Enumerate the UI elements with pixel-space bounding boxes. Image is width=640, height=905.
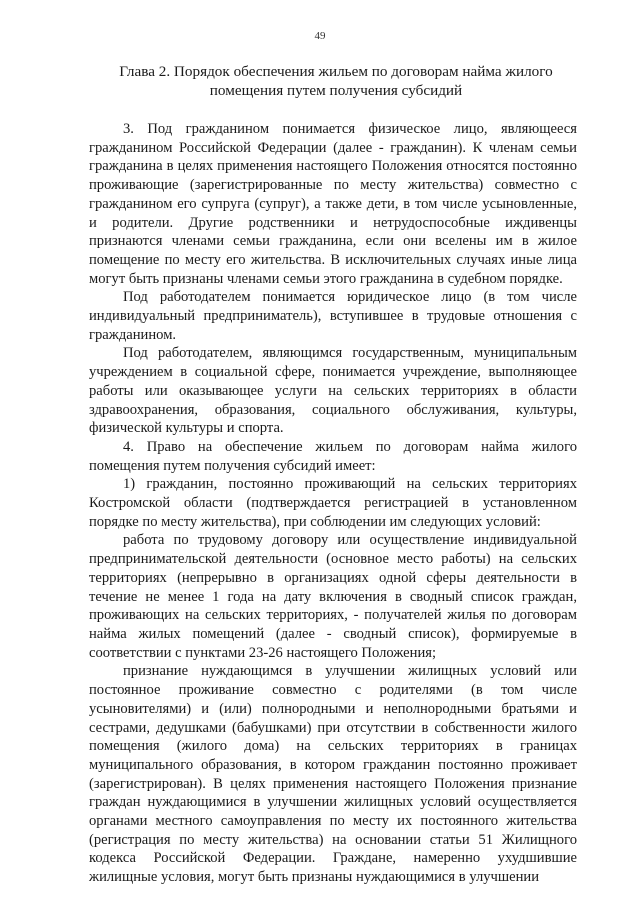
paragraph-7: признание нуждающимся в улучшении жилищных условий или постоянное проживание совместно с родителями (в том числе усыновителями) и (или) полнородными и неполнородными братьями и сестрами, дедушками (бабушками) при отсутствии в собственности жилого помещения (жилого дома) на сельских территориях в границах муниципального образования, в котором гражданин постоянно проживает (зарегистрирован). В целях применения настоящего Положения признание граждан нуждающимися в улучшении жилищных условий осуществляется органами местного самоуправления по месту их постоянного жительства (регистрация по месту жительства) на основании статьи 51 Жилищного кодекса Российской Федерации. Граждане, намеренно ухудшившие жилищные условия, могут быть признаны нуждающимися в улучшении: [89, 663, 577, 886]
document-body: [89, 120, 577, 887]
page-number: 49: [314, 30, 326, 42]
paragraph-2: Под работодателем понимается юридическое лицо (в том числе индивидуальный предприниматель), вступившее в трудовые отношения с гражданином.: [89, 289, 577, 343]
paragraph-3: Под работодателем, являющимся государственным, муниципальным учреждением в социальной сфере, понимается учреждение, выполняющее работы или оказывающее услуги на сельских территориях в области здравоохранения, образования, социального обслуживания, культуры, физической культуры и спорта.: [89, 345, 577, 437]
paragraph-1: 3. Под гражданином понимается физическое лицо, являющееся гражданином Российской Федерации (далее - гражданин). К членам семьи гражданина в целях применения настоящего Положения относятся постоянно проживающие (зарегистрированные по месту жительства) совместно с гражданином его супруга (супруг), а также дети, в том числе усыновленные, и родители. Другие родственники и нетрудоспособные иждивенцы признаются членами семьи гражданина, если они вселены им в жилое помещение по месту его жительства. В исключительных случаях иные лица могут быть признаны членами семьи этого гражданина в судебном порядке.: [89, 121, 577, 287]
chapter-title: Глава 2. Порядок обеспечения жильем по договорам найма жилого помещения путем получения субсидий: [119, 63, 553, 99]
paragraph-4: 4. Право на обеспечение жильем по договорам найма жилого помещения путем получения субсидий имеет:: [89, 438, 577, 474]
paragraph-5: 1) гражданин, постоянно проживающий на сельских территориях Костромской области (подтверждается регистрацией в установленном порядке по месту жительства), при соблюдении им следующих условий:: [89, 476, 577, 530]
paragraph-6: работа по трудовому договору или осуществление индивидуальной предпринимательской деятельности (основное место работы) на сельских территориях (непрерывно в организациях одной сферы деятельности в течение не менее 1 года на дату включения в сводный список граждан, проживающих на сельских территориях, - получателей жилья по договорам найма жилых помещений (далее - сводный список), формируемые в соответствии с пунктами 23-26 настоящего Положения;: [89, 532, 577, 661]
